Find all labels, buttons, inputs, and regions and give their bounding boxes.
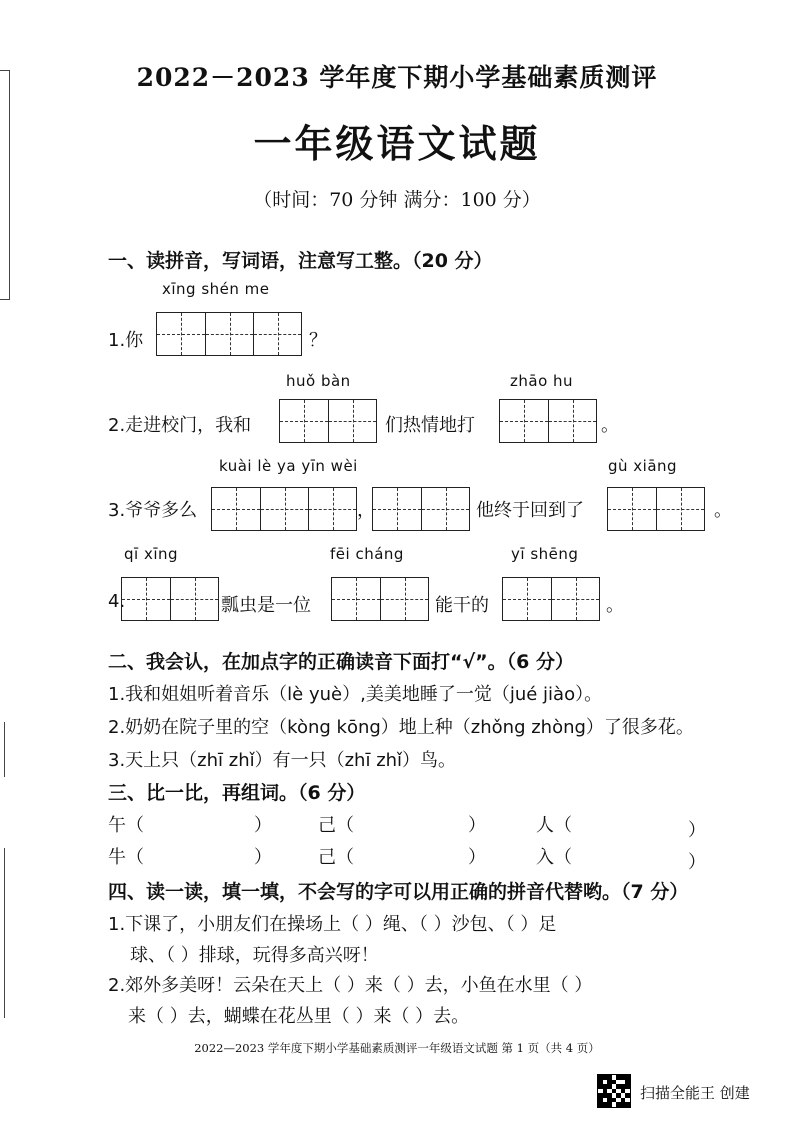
pinyin-label: xīng shén me [162, 280, 270, 298]
compare-item: 牛（ [108, 847, 144, 868]
q4-prefix: 4. [108, 591, 126, 612]
q4-suffix: 。 [606, 595, 624, 616]
writing-grid[interactable] [156, 312, 302, 356]
scanner-watermark: 扫描全能王 创建 [640, 1084, 750, 1102]
q3-mid: 他终于回到了 [476, 500, 584, 521]
writing-grid[interactable] [607, 487, 705, 531]
section2-line: 3.天上只（zhī zhǐ）有一只（zhī zhǐ）鸟。 [108, 750, 457, 771]
pinyin-label: yī shēng [511, 545, 579, 563]
compare-item: 午（ [108, 815, 144, 836]
pinyin-label: zhāo hu [510, 372, 574, 390]
writing-grid[interactable] [211, 487, 357, 531]
pinyin-label: qī xīng [124, 545, 179, 563]
q2-prefix: 2.走进校门，我和 [108, 415, 252, 436]
section4-line: 1.下课了，小朋友们在操场上（ ）绳、（ ）沙包、（ ）足 [108, 914, 557, 935]
page-footer: 2022—2023 学年度下期小学基础素质测评一年级语文试题 第 1 页（共 4 页） [194, 1041, 600, 1055]
compare-item: ） [254, 815, 272, 836]
section2-line: 2.奶奶在院子里的空（kòng kōng）地上种（zhǒng zhòng）了很多花。 [108, 717, 694, 738]
compare-item: ） [688, 820, 706, 841]
pinyin-label: gù xiāng [608, 457, 678, 475]
section4-line: 来（ ）去，蝴蝶在花丛里（ ）来（ ）去。 [128, 1006, 470, 1027]
q3-prefix: 3.爷爷多么 [108, 500, 198, 521]
pinyin-label: fēi cháng [330, 545, 404, 563]
q2-mid: 们热情地打 [385, 415, 475, 436]
compare-item: 己（ [318, 815, 354, 836]
pinyin-label: kuài lè ya yīn wèi [219, 457, 358, 475]
writing-grid[interactable] [121, 577, 219, 621]
qr-code-icon [597, 1074, 631, 1108]
section2-heading: 二、我会认，在加点字的正确读音下面打“√”。（6 分） [108, 651, 574, 673]
compare-item: 人（ [536, 815, 572, 836]
section1-heading: 一、读拼音，写词语，注意写工整。（20 分） [108, 250, 493, 272]
q1-suffix: ？ [309, 330, 327, 351]
section2-line: 1.我和姐姐听着音乐（lè yuè）,美美地睡了一觉（jué jiào）。 [108, 684, 603, 705]
writing-grid[interactable] [279, 399, 377, 443]
compare-item: 己（ [318, 847, 354, 868]
writing-grid[interactable] [499, 399, 597, 443]
section4-heading: 四、读一读，填一填，不会写的字可以用正确的拼音代替哟。（7 分） [108, 881, 689, 903]
q3-comma: ， [357, 500, 375, 521]
q4-mid2: 能干的 [435, 595, 489, 616]
compare-item: ） [468, 815, 486, 836]
exam-title: 2022－2023 学年度下期小学基础素质测评 [136, 63, 658, 92]
section3-heading: 三、比一比，再组词。（6 分） [108, 782, 366, 804]
q1-prefix: 1.你 [108, 330, 144, 351]
q3-suffix: 。 [714, 500, 732, 521]
writing-grid[interactable] [372, 487, 470, 531]
writing-grid[interactable] [502, 577, 600, 621]
section4-line: 球、（ ）排球，玩得多高兴呀！ [130, 945, 379, 966]
compare-item: 入（ [536, 847, 572, 868]
compare-item: ） [468, 847, 486, 868]
exam-subtitle: 一年级语文试题 [253, 121, 541, 166]
compare-item: ） [688, 852, 706, 873]
exam-info: （时间：70 分钟 满分：100 分） [253, 189, 541, 211]
writing-grid[interactable] [331, 577, 429, 621]
section4-line: 2.郊外多美呀！云朵在天上（ ）来（ ）去，小鱼在水里（ ） [108, 975, 593, 996]
pinyin-label: huǒ bàn [286, 372, 351, 390]
compare-item: ） [254, 847, 272, 868]
margin-binding-line [4, 722, 5, 777]
margin-binding-line [4, 848, 5, 1018]
q2-suffix: 。 [601, 415, 619, 436]
q4-mid1: 瓢虫是一位 [221, 595, 311, 616]
